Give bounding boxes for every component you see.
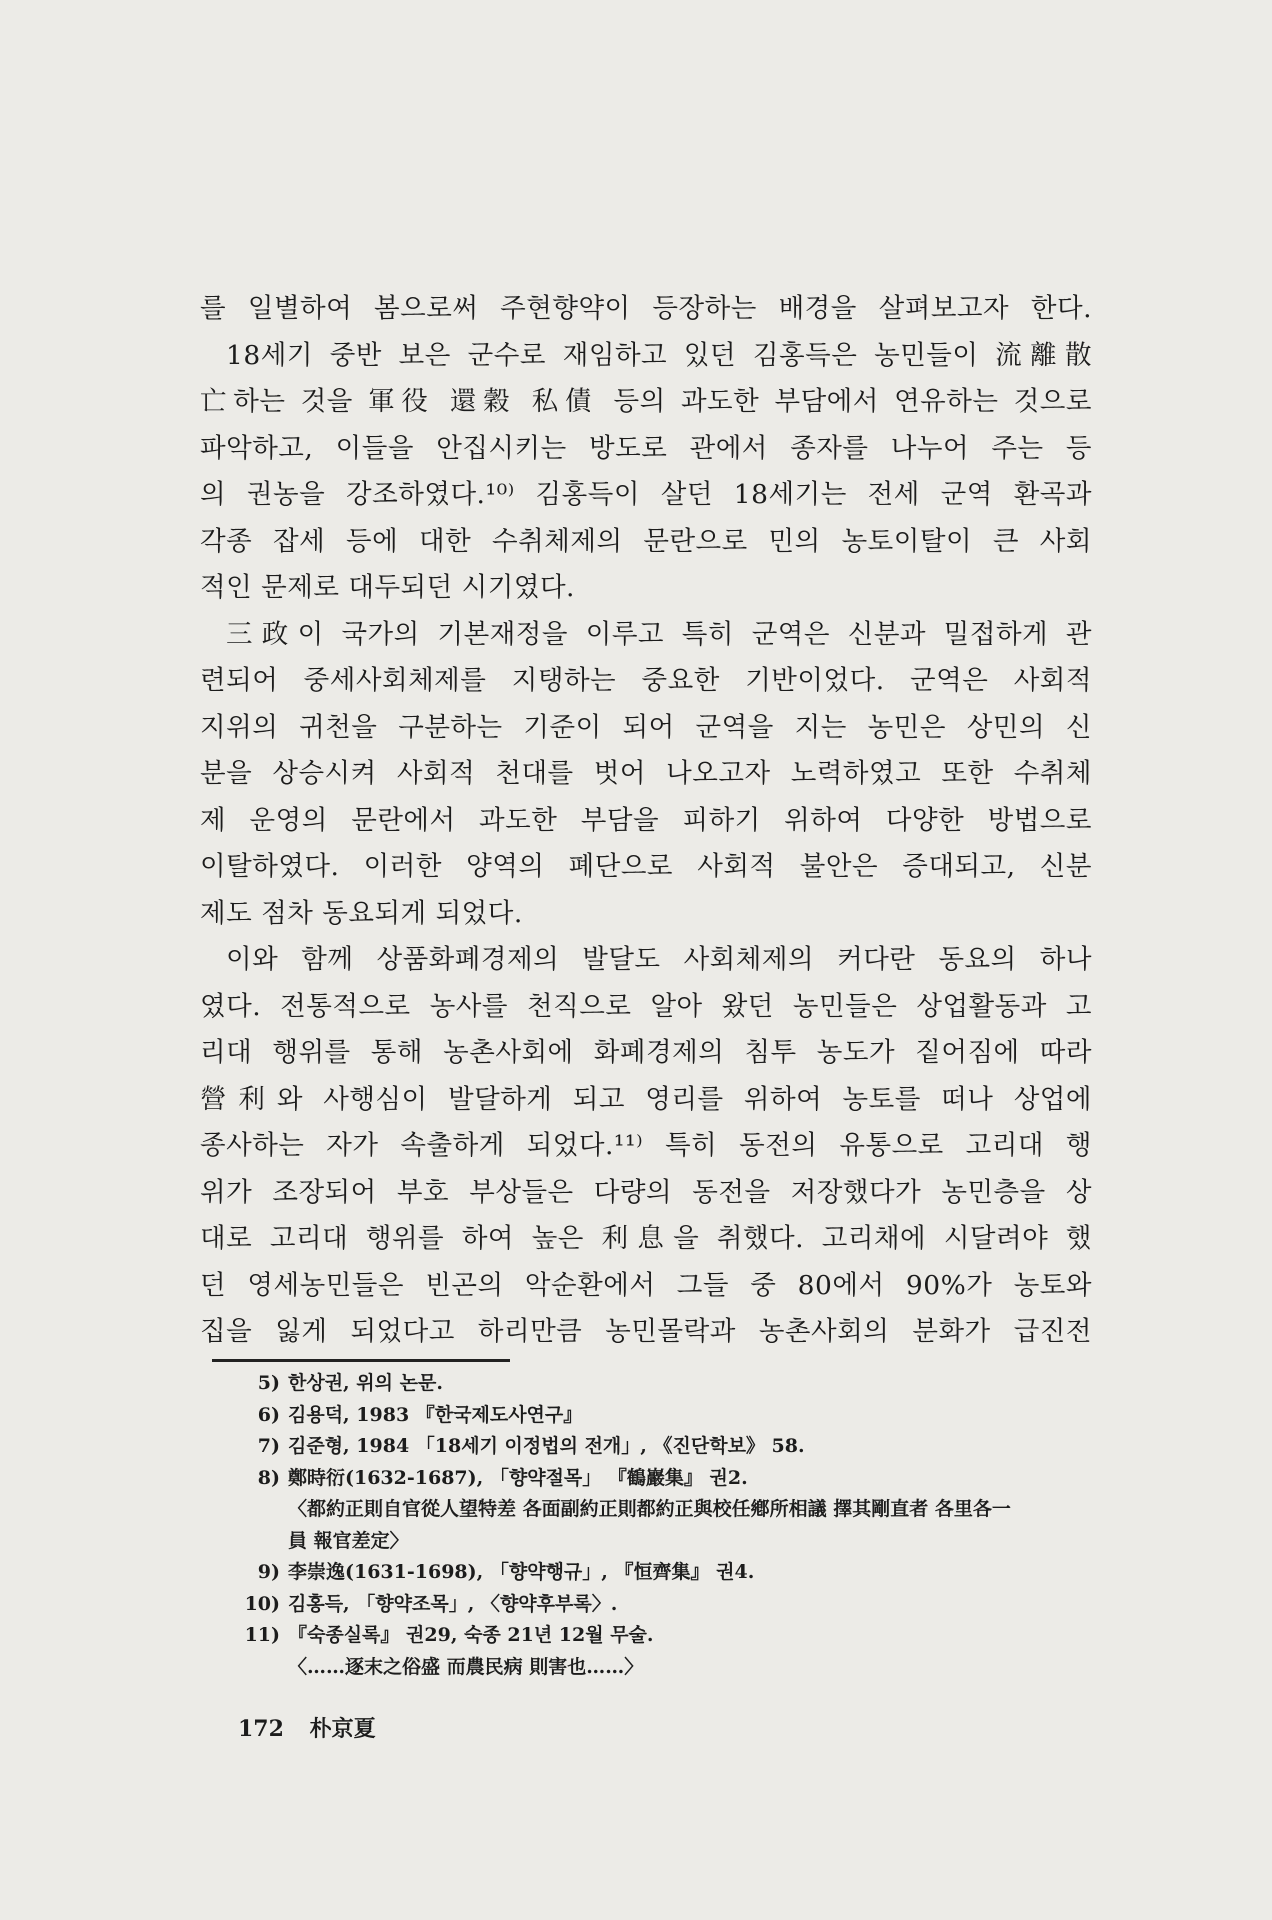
footnote bbox=[238, 1557, 1098, 1589]
footnote-number: 5) bbox=[257, 1372, 280, 1394]
body-line: 련되어 중세사회체제를 지탱하는 중요한 기반이었다. 군역은 사회적 bbox=[200, 665, 1092, 696]
body-line: 제 운영의 문란에서 과도한 부담을 피하기 위하여 다양한 방법으로 bbox=[200, 804, 1092, 836]
footnote-continuation: 〈都約正則自官從人望特差 各面副約正則都約正與校任鄕所相議 擇其剛直者 各里各一 bbox=[288, 1498, 1011, 1520]
footnote bbox=[238, 1589, 1098, 1621]
footnote-number: 11) bbox=[244, 1624, 280, 1646]
body-line: 분을 상승시켜 사회적 천대를 벗어 나오고자 노력하였고 또한 수취체 bbox=[200, 758, 1092, 789]
body-line: 였다. 전통적으로 농사를 천직으로 알아 왔던 농민들은 상업활동과 고 bbox=[200, 990, 1092, 1022]
footnote-text: 한상권, 위의 논문. bbox=[288, 1372, 443, 1394]
body-line: 파악하고, 이들을 안집시키는 방도로 관에서 종자를 나누어 주는 등 bbox=[200, 432, 1092, 464]
footnote bbox=[238, 1368, 1098, 1400]
body-line: 亡하는 것을 軍役 還穀 私債 등의 과도한 부담에서 연유하는 것으로 bbox=[200, 386, 1092, 417]
body-line: 집을 잃게 되었다고 하리만큼 농민몰락과 농촌사회의 분화가 급진전 bbox=[200, 1316, 1092, 1347]
footnote-number: 9) bbox=[257, 1561, 280, 1583]
footnote-text: 李崇逸(1631-1698), 「향약행규」, 『恒齊集』 권4. bbox=[288, 1561, 755, 1583]
body-line: 지위의 귀천을 구분하는 기준이 되어 군역을 지는 농민은 상민의 신 bbox=[200, 711, 1092, 743]
footnote-number: 8) bbox=[257, 1466, 280, 1489]
body-line: 대로 고리대 행위를 하여 높은 利息을 취했다. 고리채에 시달려야 했 bbox=[200, 1223, 1092, 1254]
footnote bbox=[238, 1400, 1098, 1432]
footnote-text: 『숙종실록』 권29, 숙종 21년 12월 무술. bbox=[288, 1624, 654, 1646]
footnote-text: 鄭時衍(1632-1687), 「향약절목」 『鶴巖集』 권2. bbox=[288, 1466, 748, 1489]
body-line: 각종 잡세 등에 대한 수취체제의 문란으로 민의 농토이탈이 큰 사회 bbox=[200, 525, 1092, 557]
footnotes bbox=[238, 1368, 1098, 1683]
body-line: 營利와 사행심이 발달하게 되고 영리를 위하여 농토를 떠나 상업에 bbox=[200, 1083, 1092, 1115]
body-line: 의 권농을 강조하였다.¹⁰⁾ 김홍득이 살던 18세기는 전세 군역 환곡과 bbox=[200, 479, 1092, 510]
footnote-number: 7) bbox=[257, 1435, 280, 1457]
body-line: 던 영세농민들은 빈곤의 악순환에서 그들 중 80에서 90%가 농토와 bbox=[200, 1269, 1092, 1301]
body-line: 종사하는 자가 속출하게 되었다.¹¹⁾ 특히 동전의 유통으로 고리대 행 bbox=[200, 1130, 1092, 1161]
footnote bbox=[238, 1431, 1098, 1463]
body-line: 적인 문제로 대두되던 시기였다. bbox=[200, 572, 575, 603]
body-line: 三政이 국가의 기본재정을 이루고 특히 군역은 신분과 밀접하게 관 bbox=[226, 618, 1092, 650]
footnote-number: 10) bbox=[244, 1592, 280, 1615]
body-line: 를 일별하여 봄으로써 주현향약이 등장하는 배경을 살펴보고자 한다. bbox=[200, 293, 1092, 324]
footnote bbox=[238, 1620, 1098, 1652]
body-line: 제도 점차 동요되게 되었다. bbox=[200, 897, 523, 929]
body-line: 리대 행위를 통해 농촌사회에 화폐경제의 침투 농도가 짙어짐에 따라 bbox=[200, 1037, 1092, 1068]
running-author: 朴京夏 bbox=[309, 1716, 376, 1742]
footnote-text: 김준형, 1984 「18세기 이정법의 전개」, 《진단학보》 58. bbox=[288, 1435, 805, 1457]
body-line: 18세기 중반 보은 군수로 재임하고 있던 김홍득은 농민들이 流離散 bbox=[226, 339, 1092, 371]
footnote-continuation: 〈……逐末之俗盛 而農民病 則害也……〉 bbox=[288, 1655, 644, 1678]
body-line: 이탈하였다. 이러한 양역의 폐단으로 사회적 불안은 증대되고, 신분 bbox=[200, 851, 1092, 882]
footnote-text: 김홍득, 「향약조목」, 〈향약후부록〉. bbox=[288, 1592, 618, 1615]
page-footer bbox=[238, 1712, 376, 1743]
footnote-continuation: 員 報官差定〉 bbox=[288, 1529, 409, 1552]
body-text bbox=[200, 286, 1092, 1356]
page-number: 172 bbox=[238, 1716, 284, 1742]
footnote-text: 김용덕, 1983 『한국제도사연구』 bbox=[288, 1403, 583, 1426]
footnote bbox=[238, 1463, 1098, 1495]
footnote-divider bbox=[212, 1359, 510, 1362]
body-line: 위가 조장되어 부호 부상들은 다량의 동전을 저장했다가 농민층을 상 bbox=[200, 1176, 1092, 1208]
body-line: 이와 함께 상품화폐경제의 발달도 사회체제의 커다란 동요의 하나 bbox=[226, 944, 1092, 975]
footnote-number: 6) bbox=[257, 1403, 280, 1426]
